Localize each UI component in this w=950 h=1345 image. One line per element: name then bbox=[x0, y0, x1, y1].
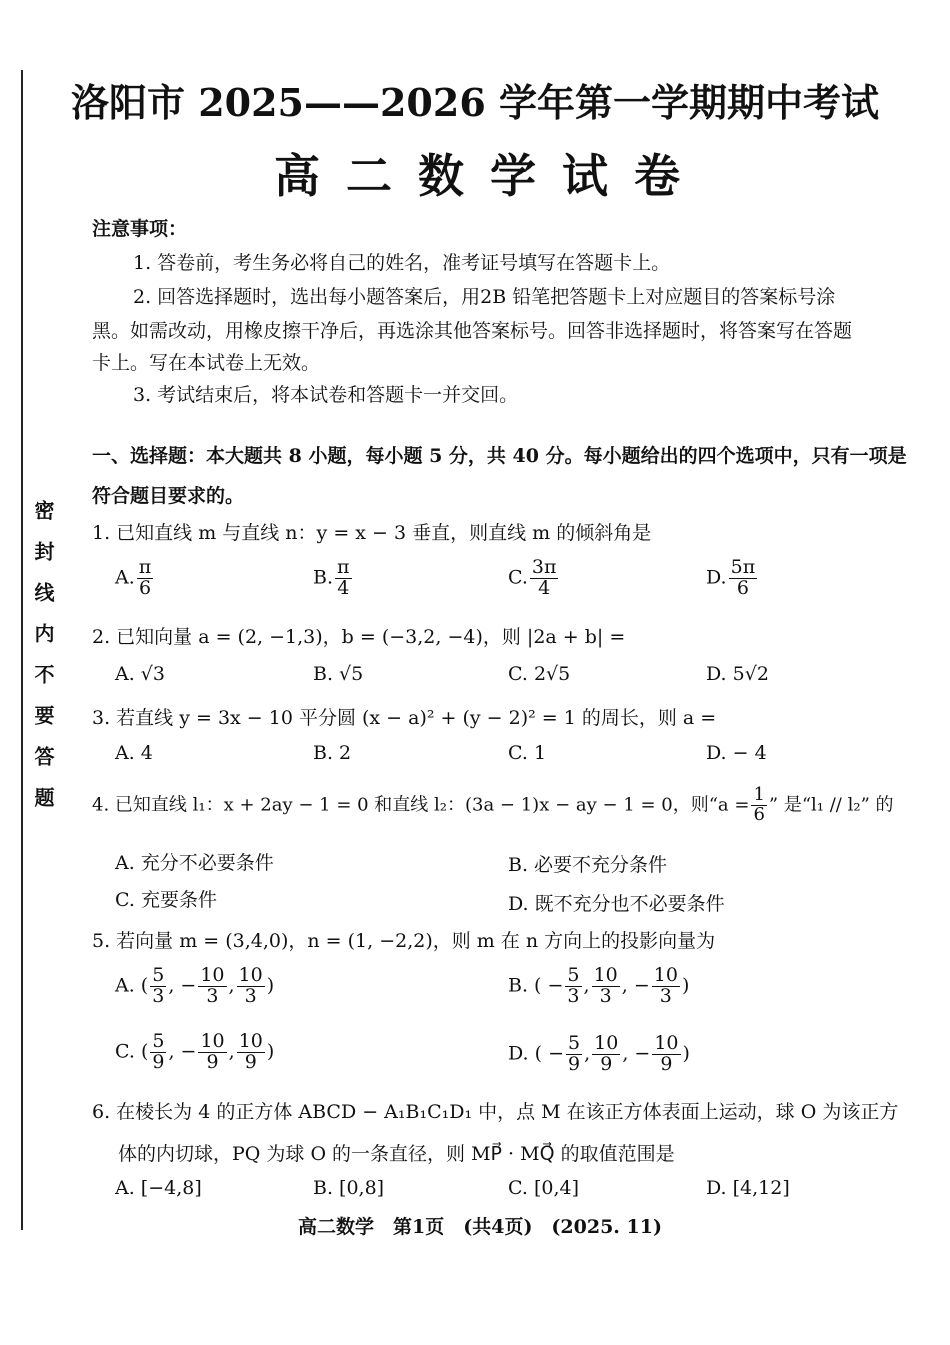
binding-line bbox=[21, 70, 23, 1230]
question-4-stem bbox=[92, 786, 894, 825]
notice-item: 黑。如需改动，用橡皮擦干净后，再选涂其他答案标号。回答非选择题时，将答案写在答题 bbox=[92, 320, 853, 342]
question-6-stem-line2: 体的内切球，PQ 为球 O 的一条直径，则 MP⃗ · MQ⃗ 的取值范围是 bbox=[118, 1143, 675, 1165]
notice-item: 卡上。写在本试卷上无效。 bbox=[92, 352, 321, 374]
question-6-stem-line1: 6. 在棱长为 4 的正方体 ABCD − A₁B₁C₁D₁ 中，点 M 在该正方体表面上运动，球 O 为该正方 bbox=[92, 1101, 899, 1123]
question-5-option-b: B. ( − $\frac{5}{3}$ , $\frac{10}{3}$ , − $\frac{10}{3}$ ) bbox=[508, 964, 690, 1007]
question-6-option-b: B. [0,8] bbox=[313, 1177, 385, 1199]
question-6-option-c: C. [0,4] bbox=[508, 1177, 579, 1199]
notice-item: 2. 回答选择题时，选出每小题答案后，用2B 铅笔把答题卡上对应题目的答案标号涂 bbox=[133, 286, 836, 308]
question-4-option-c: C. 充要条件 bbox=[115, 889, 217, 911]
question-5-option-c: C. ( $\frac{5}{9}$ , − $\frac{10}{9}$ , $\frac{10}{9}$ ) bbox=[115, 1030, 275, 1073]
question-3-option-c: C. 1 bbox=[508, 742, 547, 764]
question-2-stem: 2. 已知向量 a = (2, −1,3)，b = (−3,2, −4)，则 |2a + b| = bbox=[92, 626, 626, 648]
question-3-option-a: A. 4 bbox=[115, 742, 153, 764]
question-5-option-d: D. ( − $\frac{5}{9}$ , $\frac{10}{9}$ , − $\frac{10}{9}$ ) bbox=[508, 1032, 690, 1075]
question-3-option-b: B. 2 bbox=[313, 742, 352, 764]
question-6-option-a: A. [−4,8] bbox=[115, 1177, 202, 1199]
exam-title: 洛阳市 2025——2026 学年第一学期期中考试 bbox=[71, 80, 879, 125]
page-footer: 高二数学 第1页 (共4页) (2025. 11) bbox=[298, 1216, 662, 1238]
question-1-option-a: A. $\frac{\pi}{6}$ bbox=[115, 556, 152, 599]
question-5-option-a: A. ( $\frac{5}{3}$ , − $\frac{10}{3}$ , $\frac{10}{3}$ ) bbox=[115, 964, 275, 1007]
question-1-option-d: D. $\frac{5\pi}{6}$ bbox=[706, 556, 756, 599]
question-2-option-d: D. 5√2 bbox=[706, 663, 769, 685]
question-2-option-c: C. 2√5 bbox=[508, 663, 571, 685]
question-4-option-b: B. 必要不充分条件 bbox=[508, 854, 668, 876]
notice-item: 3. 考试结束后，将本试卷和答题卡一并交回。 bbox=[133, 384, 519, 406]
question-4-stem-b: ” 是“l₁ // l₂” 的 bbox=[768, 794, 894, 816]
question-2-option-b: B. √5 bbox=[313, 663, 364, 685]
question-4-stem-a: 4. 已知直线 l₁：x + 2ay − 1 = 0 和直线 l₂：(3a − 1)x − ay − 1 = 0，则“a = bbox=[92, 794, 750, 816]
question-5-stem: 5. 若向量 m = (3,4,0)，n = (1, −2,2)，则 m 在 n 方向上的投影向量为 bbox=[92, 930, 716, 952]
question-3-option-d: D. − 4 bbox=[706, 742, 767, 764]
fraction-one-sixth: $\frac{1}{6}$ bbox=[753, 784, 765, 825]
section-heading: 一、选择题：本大题共 8 小题，每小题 5 分，共 40 分。每小题给出的四个选项中，只有一项是 bbox=[92, 445, 907, 467]
question-4-option-d: D. 既不充分也不必要条件 bbox=[508, 893, 725, 915]
question-1-option-b: B. $\frac{\pi}{4}$ bbox=[313, 556, 350, 599]
section-heading-cont: 符合题目要求的。 bbox=[92, 485, 245, 507]
question-1-stem: 1. 已知直线 m 与直线 n：y = x − 3 垂直，则直线 m 的倾斜角是 bbox=[92, 522, 652, 544]
question-2-option-a: A. √3 bbox=[115, 663, 165, 685]
question-1-option-c: C. $\frac{3\pi}{4}$ bbox=[508, 556, 557, 599]
question-6-option-d: D. [4,12] bbox=[706, 1177, 790, 1199]
notice-item: 1. 答卷前，考生务必将自己的姓名，准考证号填写在答题卡上。 bbox=[133, 252, 671, 274]
notice-heading: 注意事项： bbox=[92, 218, 188, 240]
question-3-stem: 3. 若直线 y = 3x − 10 平分圆 (x − a)² + (y − 2)² = 1 的周长，则 a = bbox=[92, 707, 717, 729]
binding-strip-text: 密封线内不要答题 bbox=[31, 500, 55, 828]
question-4-option-a: A. 充分不必要条件 bbox=[115, 852, 274, 874]
subject-title: 高二数学试卷 bbox=[274, 149, 706, 203]
